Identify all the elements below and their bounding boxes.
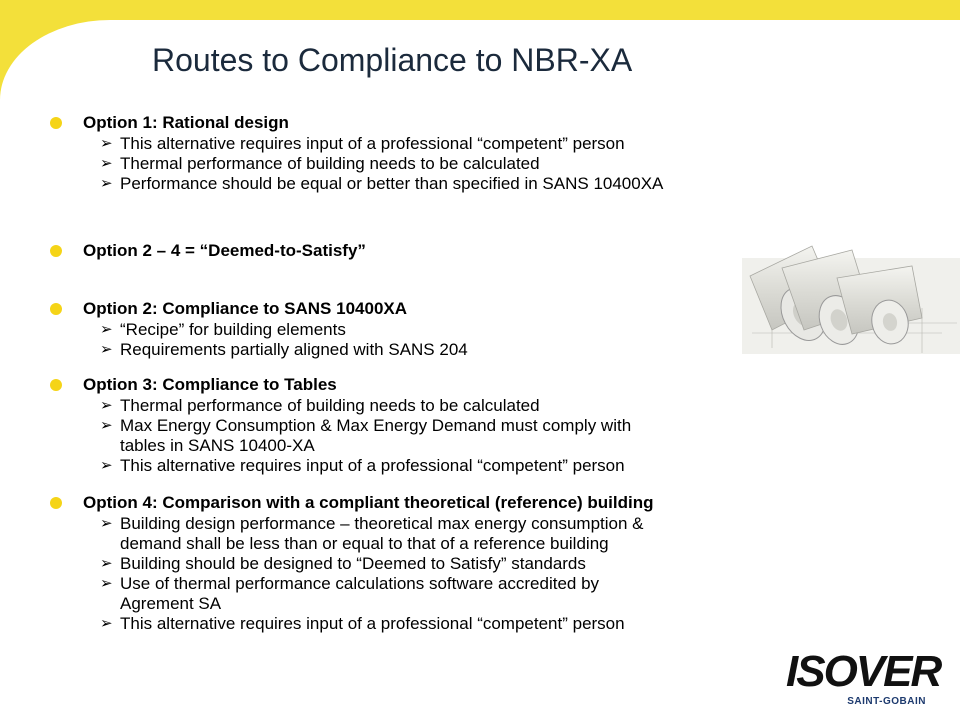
sub-item: ➢ Requirements partially aligned with SANS 204 bbox=[100, 340, 468, 359]
yellow-dot-icon bbox=[50, 497, 62, 509]
arrow-right-icon: ➢ bbox=[100, 515, 113, 532]
arrow-right-icon: ➢ bbox=[100, 555, 113, 572]
sub-item: ➢ Building should be designed to “Deemed to Satisfy” standards bbox=[100, 554, 586, 573]
sub-item: ➢ This alternative requires input of a professional “competent” person bbox=[100, 614, 625, 633]
option-3 bbox=[50, 374, 910, 476]
option-heading bbox=[50, 112, 910, 134]
sub-item-continued: tables in SANS 10400-XA bbox=[120, 436, 315, 455]
option-heading bbox=[50, 374, 910, 396]
arrow-right-icon: ➢ bbox=[100, 135, 113, 152]
isover-logo bbox=[786, 647, 941, 712]
option-heading-text: Option 2: Compliance to SANS 10400XA bbox=[83, 299, 408, 318]
yellow-dot-icon bbox=[50, 379, 62, 391]
sub-item: ➢ Max Energy Consumption & Max Energy Demand must comply with bbox=[100, 416, 632, 435]
sub-item: ➢ “Recipe” for building elements bbox=[100, 320, 346, 339]
option-4 bbox=[50, 492, 910, 634]
arrow-right-icon: ➢ bbox=[100, 575, 113, 592]
option-heading-text: Option 1: Rational design bbox=[83, 113, 289, 132]
option-heading bbox=[50, 492, 910, 514]
option-1 bbox=[50, 112, 910, 194]
option-heading-text: Option 3: Compliance to Tables bbox=[83, 375, 337, 394]
option-heading-text: Option 2 – 4 = “Deemed-to-Satisfy” bbox=[83, 241, 366, 260]
top-accent-bar bbox=[0, 0, 960, 20]
arrow-right-icon: ➢ bbox=[100, 457, 113, 474]
sub-item-continued: Agrement SA bbox=[120, 594, 222, 613]
sub-item: ➢ This alternative requires input of a professional “competent” person bbox=[100, 456, 625, 475]
arrow-right-icon: ➢ bbox=[100, 397, 113, 414]
sub-item-continued: demand shall be less than or equal to that of a reference building bbox=[120, 534, 609, 553]
option-heading-text: Option 4: Comparison with a compliant theoretical (reference) building bbox=[83, 493, 654, 512]
sub-item: ➢ Thermal performance of building needs to be calculated bbox=[100, 396, 540, 415]
sub-item: ➢ This alternative requires input of a professional “competent” person bbox=[100, 134, 625, 153]
sub-item: ➢ Building design performance – theoretical max energy consumption & bbox=[100, 514, 644, 533]
sub-item: ➢ Performance should be equal or better than specified in SANS 10400XA bbox=[100, 174, 664, 193]
yellow-dot-icon bbox=[50, 117, 62, 129]
logo-subtitle: SAINT-GOBAIN bbox=[847, 696, 926, 707]
arrow-right-icon: ➢ bbox=[100, 615, 113, 632]
slide-title: Routes to Compliance to NBR-XA bbox=[152, 42, 633, 78]
yellow-dot-icon bbox=[50, 303, 62, 315]
arrow-right-icon: ➢ bbox=[100, 155, 113, 172]
blueprint-rolls-image bbox=[742, 238, 960, 354]
arrow-right-icon: ➢ bbox=[100, 321, 113, 338]
logo-wordmark: ISOVER bbox=[786, 647, 941, 696]
arrow-right-icon: ➢ bbox=[100, 175, 113, 192]
sub-item: ➢ Use of thermal performance calculations software accredited by bbox=[100, 574, 600, 593]
sub-item: ➢ Thermal performance of building needs to be calculated bbox=[100, 154, 540, 173]
arrow-right-icon: ➢ bbox=[100, 417, 113, 434]
yellow-dot-icon bbox=[50, 245, 62, 257]
arrow-right-icon: ➢ bbox=[100, 341, 113, 358]
